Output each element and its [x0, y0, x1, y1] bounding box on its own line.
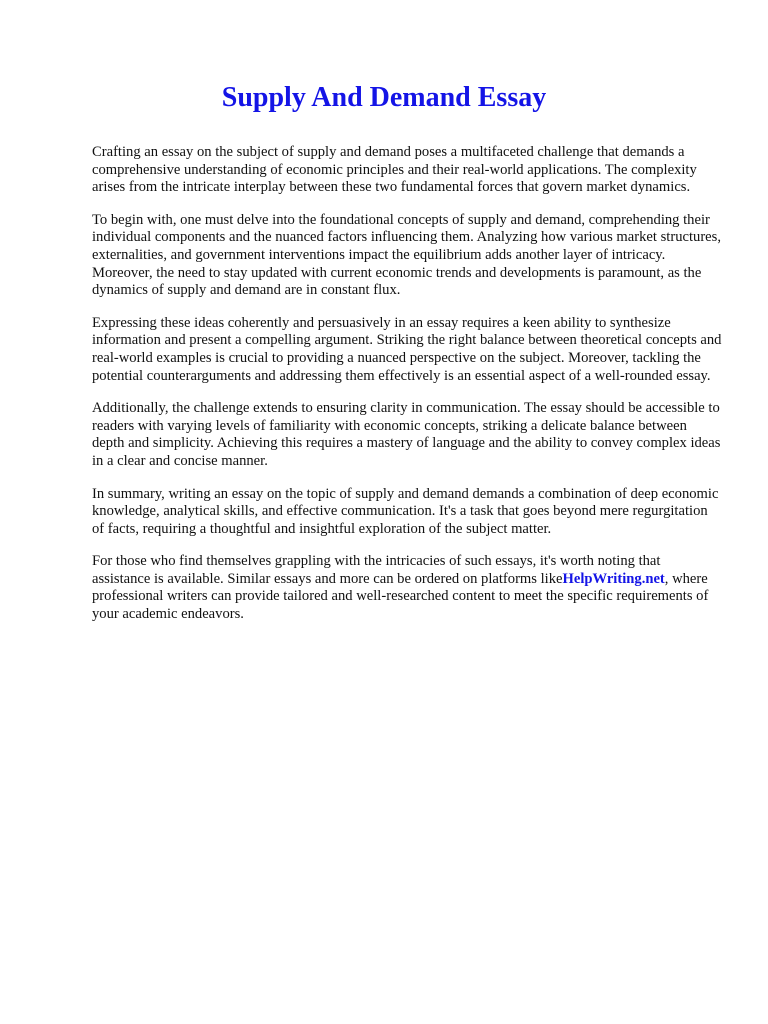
document-title: Supply And Demand Essay: [221, 82, 547, 113]
paragraph-6-text-before-link: For those who find themselves grappling with the intricacies of such essays, it's worth noting that assistance is available. Similar essays and more can be ordered on platforms like: [92, 553, 661, 587]
document-body: [92, 144, 722, 639]
helpwriting-link[interactable]: HelpWriting.net: [562, 570, 665, 587]
paragraph-6-text-after-link: , where professional writers can provide tailored and well-researched content to meet the specific requirements of your academic endeavors.: [92, 570, 709, 623]
paragraph-4: Additionally, the challenge extends to ensuring clarity in communication. The essay should be accessible to readers with varying levels of familiarity with economic concepts, striking a delicate balance between depth and simplicity. Achieving this requires a mastery of language and the ability to convey complex ideas in a clear and concise manner.: [92, 400, 721, 469]
paragraph-6: [92, 553, 722, 623]
paragraph-1: Crafting an essay on the subject of supply and demand poses a multifaceted challenge that demands a comprehensive understanding of economic principles and their real-world applications. The complexity arises from the intricate interplay between these two fundamental forces that govern market dynamics.: [92, 144, 697, 196]
paragraph-2: To begin with, one must delve into the foundational concepts of supply and demand, comprehending their individual components and the nuanced factors influencing them. Analyzing how various market structures, externalities, and government interventions impact the equilibrium adds another layer of intricacy. Moreover, the need to stay updated with current economic trends and developments is paramount, as the dynamics of supply and demand are in constant flux.: [92, 211, 721, 299]
paragraph-3: Expressing these ideas coherently and persuasively in an essay requires a keen ability to synthesize information and present a compelling argument. Striking the right balance between theoretical concepts and real-world examples is crucial to providing a nuanced perspective on the subject. Moreover, tackling the potential counterarguments and addressing them effectively is an essential aspect of a well-rounded essay.: [92, 314, 722, 384]
paragraph-5: In summary, writing an essay on the topic of supply and demand demands a combination of deep economic knowledge, analytical skills, and effective communication. It's a task that goes beyond mere regurgitation of facts, requiring a thoughtful and insightful exploration of the subject matter.: [92, 485, 719, 537]
